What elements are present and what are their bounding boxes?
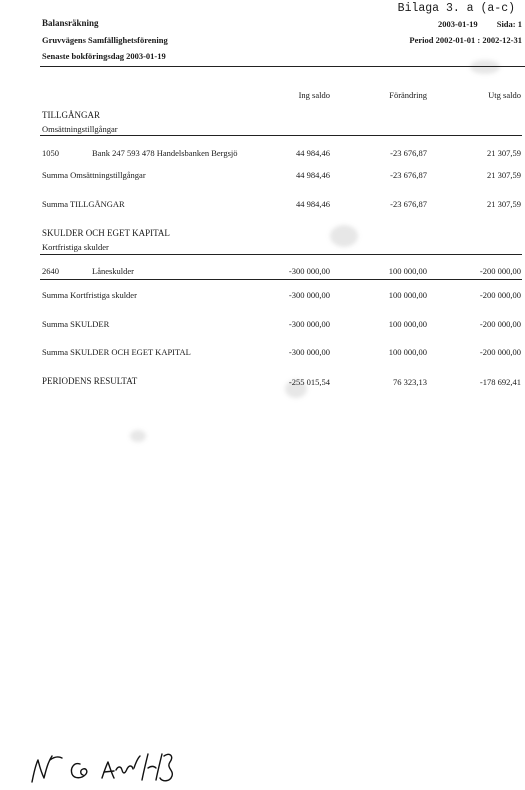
sum-label: Summa Kortfristiga skulder: [42, 290, 137, 300]
col-header-forandring: Förändring: [389, 90, 427, 100]
organization-name: Gruvvägens Samfällighetsförening: [42, 35, 168, 45]
account-number: 2640: [42, 266, 59, 276]
section-divider: [40, 135, 522, 136]
sum-label: Summa SKULDER: [42, 319, 110, 329]
result-label: PERIODENS RESULTAT: [42, 376, 138, 386]
value-forandring: 100 000,00: [388, 319, 427, 329]
sum-label: Summa SKULDER OCH EGET KAPITAL: [42, 347, 191, 357]
value-utg-saldo: 21 307,59: [487, 170, 521, 180]
value-forandring: 100 000,00: [388, 266, 427, 276]
section-divider: [40, 254, 522, 255]
value-ing-saldo: -255 015,54: [288, 377, 330, 387]
value-forandring: 100 000,00: [388, 347, 427, 357]
value-ing-saldo: 44 984,46: [296, 199, 330, 209]
sum-label: Summa Omsättningstillgångar: [42, 170, 146, 180]
scan-speck: [130, 430, 146, 442]
header-divider: [40, 66, 525, 67]
value-utg-saldo: -178 692,41: [479, 377, 521, 387]
value-ing-saldo: 44 984,46: [296, 148, 330, 158]
value-utg-saldo: 21 307,59: [487, 148, 521, 158]
col-header-ing-saldo: Ing saldo: [298, 90, 330, 100]
subsection-heading-short-term-debt: Kortfristiga skulder: [42, 242, 109, 252]
sum-label: Summa TILLGÅNGAR: [42, 199, 125, 209]
value-forandring: -23 676,87: [390, 148, 427, 158]
attachment-stamp: Bilaga 3. a (a-c): [397, 2, 515, 15]
value-utg-saldo: 21 307,59: [487, 199, 521, 209]
report-title: Balansräkning: [42, 18, 99, 28]
last-booking-date: Senaste bokföringsdag 2003-01-19: [42, 51, 166, 61]
handwritten-signature: [28, 742, 198, 788]
value-ing-saldo: -300 000,00: [288, 290, 330, 300]
value-utg-saldo: -200 000,00: [479, 347, 521, 357]
section-heading-assets: TILLGÅNGAR: [42, 110, 100, 120]
row-divider: [40, 279, 522, 280]
value-ing-saldo: 44 984,46: [296, 170, 330, 180]
account-name: Bank 247 593 478 Handelsbanken Bergsjö: [92, 148, 238, 158]
value-forandring: -23 676,87: [390, 199, 427, 209]
value-utg-saldo: -200 000,00: [479, 319, 521, 329]
value-forandring: 100 000,00: [388, 290, 427, 300]
value-forandring: -23 676,87: [390, 170, 427, 180]
value-utg-saldo: -200 000,00: [479, 266, 521, 276]
value-ing-saldo: -300 000,00: [288, 319, 330, 329]
account-number: 1050: [42, 148, 59, 158]
scan-speck: [330, 225, 358, 247]
value-forandring: 76 323,13: [393, 377, 427, 387]
value-ing-saldo: -300 000,00: [288, 266, 330, 276]
page-number: Sida: 1: [496, 19, 522, 29]
value-utg-saldo: -200 000,00: [479, 290, 521, 300]
report-date: 2003-01-19: [438, 19, 478, 29]
scan-speck: [470, 60, 500, 74]
period-range: Period 2002-01-01 : 2002-12-31: [409, 35, 522, 45]
col-header-utg-saldo: Utg saldo: [488, 90, 521, 100]
subsection-heading-current-assets: Omsättningstillgångar: [42, 124, 118, 134]
section-heading-liabilities: SKULDER OCH EGET KAPITAL: [42, 228, 170, 238]
account-name: Låneskulder: [92, 266, 135, 276]
value-ing-saldo: -300 000,00: [288, 347, 330, 357]
